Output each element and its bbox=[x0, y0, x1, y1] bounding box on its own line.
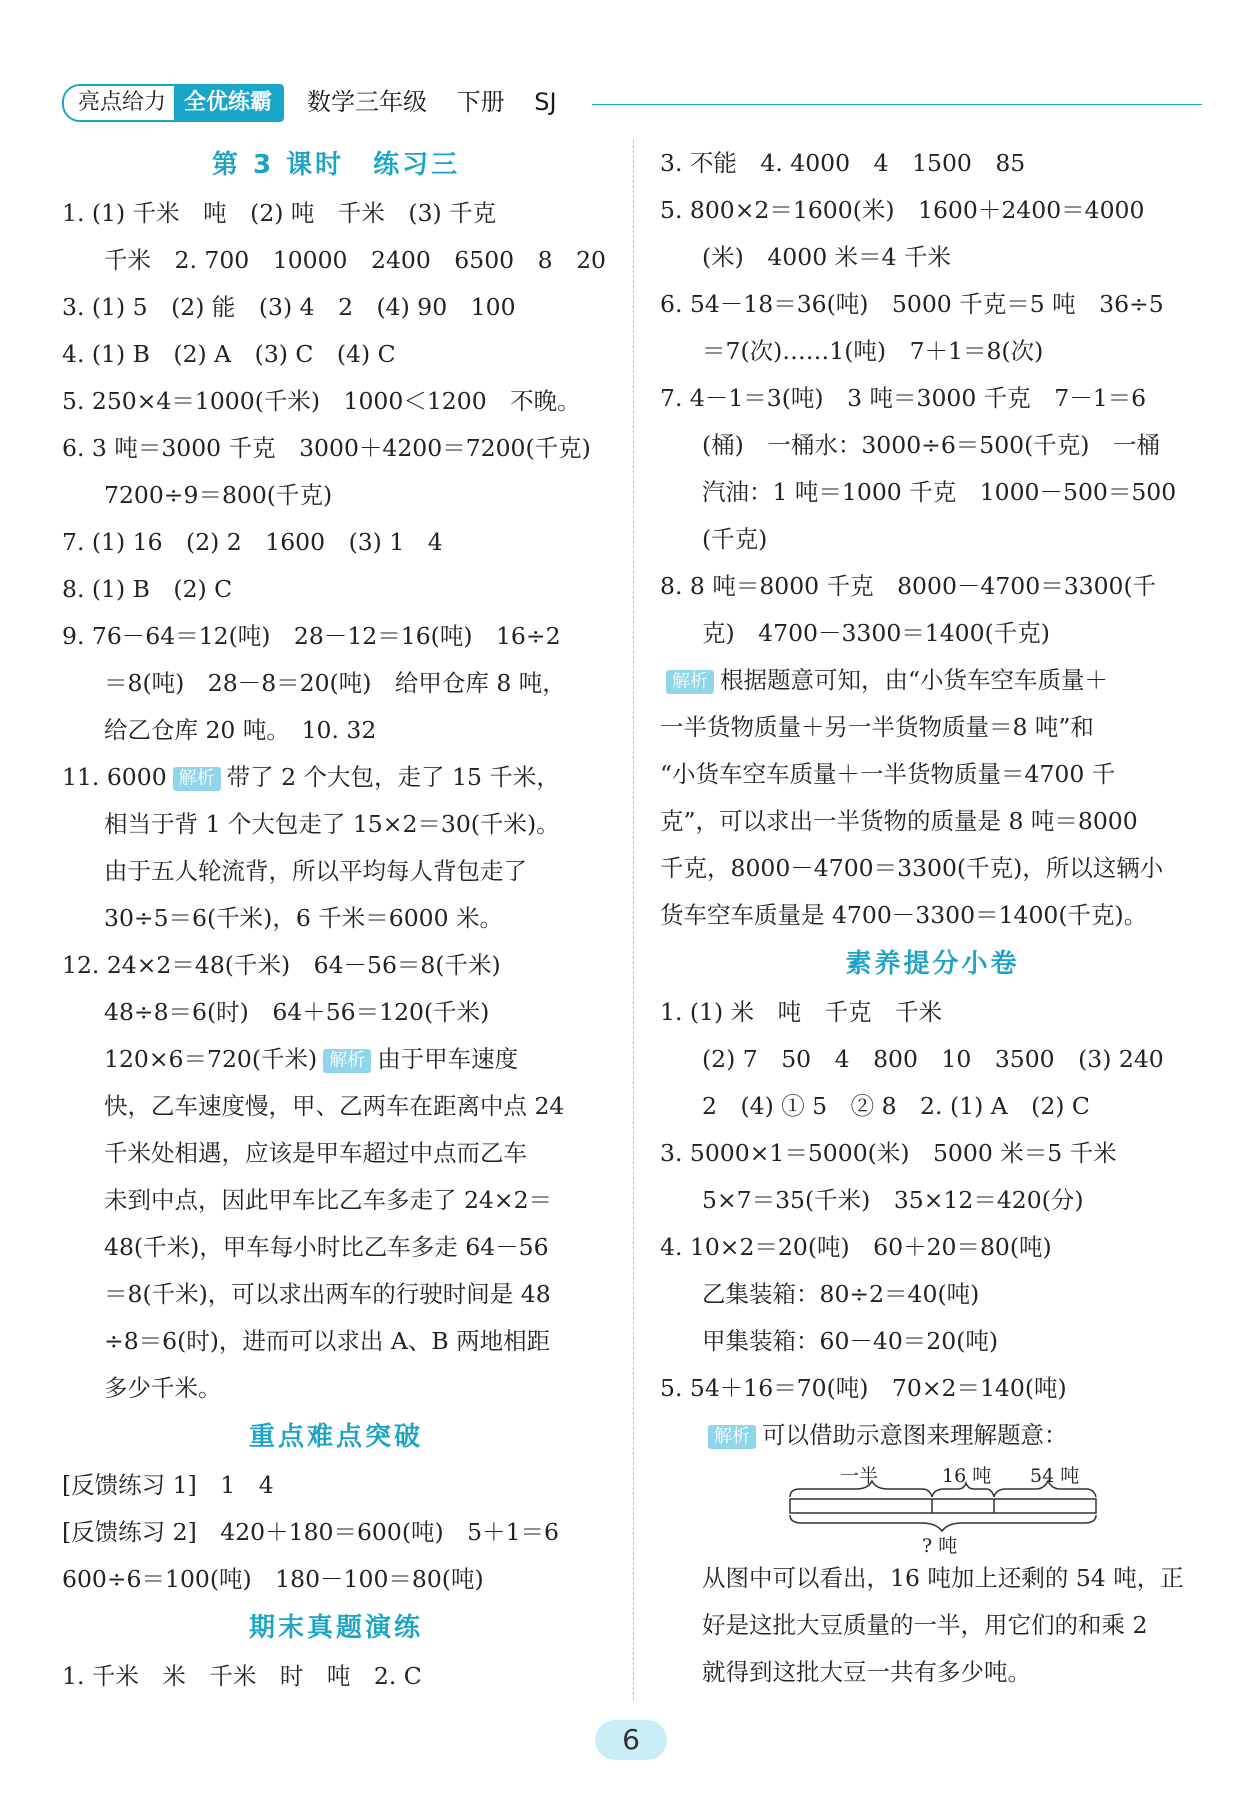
answer-line: (米) 4000 米＝4 千米 bbox=[702, 243, 952, 271]
header-rule bbox=[592, 104, 1202, 105]
diagram-label-16: 16 吨 bbox=[942, 1465, 992, 1487]
answer-line: 千米 2. 700 10000 2400 6500 8 20 bbox=[104, 246, 606, 274]
right-column bbox=[660, 140, 1205, 1696]
brace-half bbox=[790, 1481, 932, 1497]
q8-analysis: 根据题意可知，由“小货车空车质量＋ bbox=[720, 666, 1109, 694]
analysis-line: 30÷5＝6(千米)，6 千米＝6000 米。 bbox=[104, 904, 504, 932]
diagram-label-half: 一半 bbox=[840, 1465, 879, 1487]
column-divider bbox=[633, 140, 634, 1700]
answer-line: (千克) bbox=[702, 525, 768, 553]
analysis-line: ÷8＝6(时)，进而可以求出 A、B 两地相距 bbox=[104, 1327, 551, 1355]
analysis-tag: 解析 bbox=[323, 1049, 371, 1073]
answer-line: 7. (1) 16 (2) 2 1600 (3) 1 4 bbox=[62, 528, 443, 556]
answer-line: 1. (1) 米 吨 千克 千米 bbox=[660, 998, 943, 1026]
answer-line: 5×7＝35(千米) 35×12＝420(分) bbox=[702, 1186, 1084, 1214]
subject-label: 数学三年级 bbox=[307, 88, 427, 116]
brace-total bbox=[790, 1515, 1096, 1531]
q11-analysis: 带了 2 个大包，走了 15 千米， bbox=[226, 763, 560, 791]
brace-16 bbox=[932, 1483, 994, 1497]
analysis-tag: 解析 bbox=[173, 767, 221, 791]
answer-line: 6. 3 吨＝3000 千克 3000＋4200＝7200(千克) bbox=[62, 434, 591, 462]
answer-line: ＝8(吨) 28－8＝20(吨) 给甲仓库 8 吨， bbox=[104, 669, 566, 697]
answer-line: 3. (1) 5 (2) 能 (3) 4 2 (4) 90 100 bbox=[62, 293, 516, 321]
answer-line: 5. 54＋16＝70(吨) 70×2＝140(吨) bbox=[660, 1374, 1067, 1402]
answer-line: 5. 250×4＝1000(千米) 1000＜1200 不晚。 bbox=[62, 387, 581, 415]
answer-line: 7200÷9＝800(千克) bbox=[104, 481, 333, 509]
feedback-line: [反馈练习 2] 420＋180＝600(吨) 5＋1＝6 bbox=[62, 1518, 560, 1546]
analysis-line: ＝8(千米)，可以求出两车的行驶时间是 48 bbox=[104, 1280, 551, 1308]
analysis-line: “小货车空车质量＋一半货物质量＝4700 千 bbox=[660, 760, 1116, 788]
answer-line: 7. 4－1＝3(吨) 3 吨＝3000 千克 7－1＝6 bbox=[660, 384, 1147, 412]
page-header bbox=[62, 80, 1202, 124]
answer-line: (桶) 一桶水：3000÷6＝500(千克) 一桶 bbox=[702, 431, 1160, 459]
diagram-label-total: ? 吨 bbox=[922, 1535, 958, 1557]
answer-line: 8. 8 吨＝8000 千克 8000－4700＝3300(千 bbox=[660, 572, 1157, 600]
feedback-line: 600÷6＝100(吨) 180－100＝80(吨) bbox=[62, 1565, 484, 1593]
analysis-line: 克”，可以求出一半货物的质量是 8 吨＝8000 bbox=[660, 807, 1138, 835]
answer-line-q12 bbox=[62, 1036, 610, 1083]
analysis-line: 一半货物质量＋另一半货物质量＝8 吨”和 bbox=[660, 713, 1094, 741]
brand-logo bbox=[62, 84, 284, 122]
volume-label: 下册 bbox=[456, 88, 505, 116]
answer-line: 给乙仓库 20 吨。 10. 32 bbox=[104, 716, 377, 744]
answer-line: 5. 800×2＝1600(米) 1600＋2400＝4000 bbox=[660, 196, 1145, 224]
answer-line: 8. (1) B (2) C bbox=[62, 575, 233, 603]
q12-analysis: 由于甲车速度 bbox=[377, 1045, 519, 1073]
section-title-final-exam: 期末真题演练 bbox=[248, 1613, 423, 1643]
answer-line: 甲集装箱：60－40＝20(吨) bbox=[702, 1327, 999, 1355]
answer-line: 1. 千米 米 千米 时 吨 2. C bbox=[62, 1662, 422, 1690]
analysis-line: 48(千米)，甲车每小时比乙车多走 64－56 bbox=[104, 1233, 549, 1261]
answer-line: 乙集装箱：80÷2＝40(吨) bbox=[702, 1280, 980, 1308]
section-title-quiz: 素养提分小卷 bbox=[845, 949, 1020, 979]
answer-line: 9. 76－64＝12(吨) 28－12＝16(吨) 16÷2 bbox=[62, 622, 561, 650]
q12-calc: 120×6＝720(千米) bbox=[104, 1045, 318, 1073]
answer-line: 4. 10×2＝20(吨) 60＋20＝80(吨) bbox=[660, 1233, 1052, 1261]
analysis-line: 由于五人轮流背，所以平均每人背包走了 bbox=[104, 857, 527, 885]
answer-line: 2 (4) ① 5 ② 8 2. (1) A (2) C bbox=[702, 1092, 1090, 1120]
analysis-line: 从图中可以看出，16 吨加上还剩的 54 吨，正 bbox=[702, 1564, 1184, 1592]
answer-line: 4. (1) B (2) A (3) C (4) C bbox=[62, 340, 396, 368]
book-title bbox=[307, 84, 579, 120]
analysis-line: 千米处相遇，应该是甲车超过中点而乙车 bbox=[104, 1139, 527, 1167]
section-title-lesson3: 第 3 课时 练习三 bbox=[211, 150, 461, 180]
answer-line: 12. 24×2＝48(千米) 64－56＝8(千米) bbox=[62, 951, 501, 979]
answer-line: (2) 7 50 4 800 10 3500 (3) 240 bbox=[702, 1045, 1164, 1073]
analysis-line: 好是这批大豆质量的一半，用它们的和乘 2 bbox=[702, 1611, 1148, 1639]
q5-analysis: 可以借助示意图来理解题意： bbox=[762, 1421, 1068, 1449]
page-number: 6 bbox=[595, 1720, 667, 1760]
answer-line: 3. 不能 4. 4000 4 1500 85 bbox=[660, 149, 1026, 177]
answer-line-q11 bbox=[62, 754, 610, 801]
diagram-label-54: 54 吨 bbox=[1030, 1465, 1080, 1487]
brand-right-text: 全优练霸 bbox=[174, 86, 282, 120]
analysis-tag: 解析 bbox=[666, 670, 714, 694]
analysis-line: 多少千米。 bbox=[104, 1374, 222, 1402]
analysis-line-q5 bbox=[660, 1412, 1205, 1459]
analysis-line: 未到中点，因此甲车比乙车多走了 24×2＝ bbox=[104, 1186, 553, 1214]
analysis-tag: 解析 bbox=[708, 1425, 756, 1449]
answer-line: 48÷8＝6(时) 64＋56＝120(千米) bbox=[104, 998, 490, 1026]
diagram-bar bbox=[790, 1499, 1096, 1513]
segment-diagram bbox=[660, 1459, 1205, 1555]
analysis-line: 货车空车质量是 4700－3300＝1400(千克)。 bbox=[660, 901, 1148, 929]
q11-answer: 11. 6000 bbox=[62, 763, 167, 791]
edition-label: SJ bbox=[534, 88, 557, 116]
answer-line: 汽油：1 吨＝1000 千克 1000－500＝500 bbox=[702, 478, 1177, 506]
analysis-line-q8 bbox=[660, 657, 1205, 704]
analysis-line: 快，乙车速度慢，甲、乙两车在距离中点 24 bbox=[104, 1092, 565, 1120]
brand-left-text: 亮点给力 bbox=[64, 86, 174, 120]
answer-line: 6. 54－18＝36(吨) 5000 千克＝5 吨 36÷5 bbox=[660, 290, 1164, 318]
analysis-line: 就得到这批大豆一共有多少吨。 bbox=[702, 1658, 1031, 1686]
analysis-line: 千克，8000－4700＝3300(千克)，所以这辆小 bbox=[660, 854, 1164, 882]
feedback-line: [反馈练习 1] 1 4 bbox=[62, 1471, 274, 1499]
section-title-key-points: 重点难点突破 bbox=[248, 1422, 423, 1452]
analysis-line: 相当于背 1 个大包走了 15×2＝30(千米)。 bbox=[104, 810, 560, 838]
brace-54 bbox=[994, 1481, 1096, 1497]
answer-line: 1. (1) 千米 吨 (2) 吨 千米 (3) 千克 bbox=[62, 199, 497, 227]
left-column bbox=[62, 140, 610, 1700]
answer-line: ＝7(次)……1(吨) 7＋1＝8(次) bbox=[702, 337, 1044, 365]
answer-line: 克) 4700－3300＝1400(千克) bbox=[702, 619, 1050, 647]
answer-line: 3. 5000×1＝5000(米) 5000 米＝5 千米 bbox=[660, 1139, 1117, 1167]
